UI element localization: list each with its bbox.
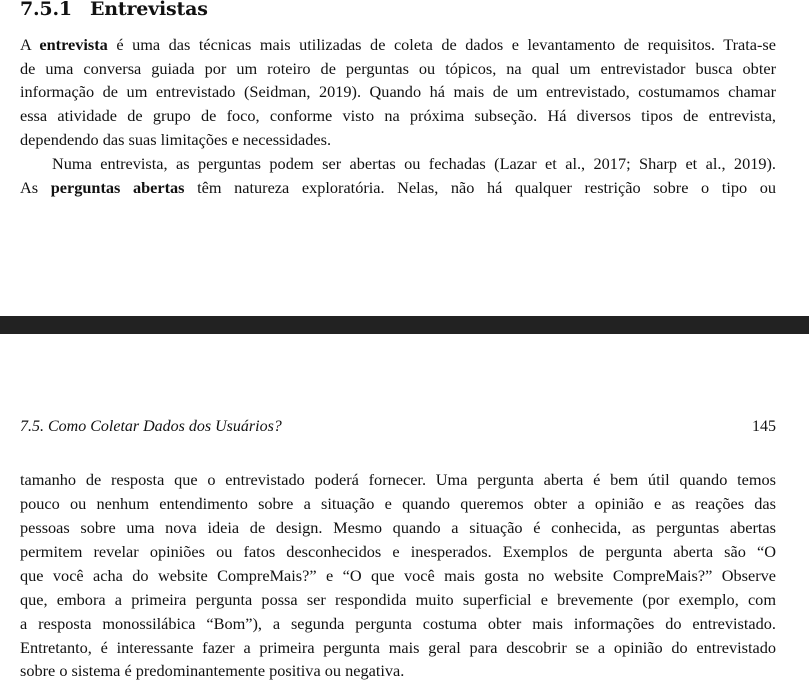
body-line: que você acha do website CompreMais?” e “O que você mais gosta no website CompreMais?” Observe xyxy=(20,566,776,585)
paragraph-line xyxy=(20,178,776,198)
body-line: a resposta monossilábica “Bom”), a segunda pergunta costuma obter mais informações do entrevistado. xyxy=(20,614,776,633)
paragraph-line xyxy=(20,35,776,55)
body-line: sobre o sistema é predominantemente positiva ou negativa. xyxy=(20,661,405,680)
body-line: pouco ou nenhum entendimento sobre a situação e quando queremos obter a opinião e as reações das xyxy=(20,494,776,513)
paragraph-line: de uma conversa guiada por um roteiro de perguntas ou tópicos, na qual um entrevistador busca obter xyxy=(20,59,776,78)
body-line: que, embora a primeira pergunta possa ser respondida muito superficial e brevemente (por exemplo, com xyxy=(20,590,776,609)
paragraph-line: informação de um entrevistado (Seidman, 2019). Quando há mais de um entrevistado, costumamos chamar xyxy=(20,82,776,101)
section-title: Entrevistas xyxy=(90,0,208,20)
running-header: 7.5. Como Coletar Dados dos Usuários? xyxy=(20,418,282,435)
bold-term: entrevista xyxy=(39,35,108,54)
body-line: Entretanto, é interessante fazer a primeira pergunta mais geral para descobrir se a opinião do entrevistado xyxy=(20,638,776,657)
body-line: pessoas sobre uma nova ideia de design. Mesmo quando a situação é conhecida, as perguntas abertas xyxy=(20,518,776,537)
page-divider xyxy=(0,316,809,334)
body-line: tamanho de resposta que o entrevistado poderá fornecer. Uma pergunta aberta é bem útil quando temos xyxy=(20,470,776,489)
paragraph-line: dependendo das suas limitações e necessidades. xyxy=(20,130,332,149)
page-number: 145 xyxy=(752,418,776,435)
text-span: é uma das técnicas mais utilizadas de coleta de dados e levantamento de requisitos. Trata-se xyxy=(107,35,776,54)
text-span: A xyxy=(20,35,40,54)
section-heading xyxy=(20,0,208,20)
text-span: As xyxy=(20,178,51,197)
paragraph-line: essa atividade de grupo de foco, conforme visto na próxima subseção. Há diversos tipos de entrevista, xyxy=(20,106,776,125)
bold-term: perguntas abertas xyxy=(50,178,185,197)
text-span: têm natureza exploratória. Nelas, não há qualquer restrição sobre o tipo ou xyxy=(184,178,777,197)
body-line: permitem revelar opiniões ou fatos desconhecidos e inesperados. Exemplos de pergunta aberta são “O xyxy=(20,542,776,561)
paragraph-line: Numa entrevista, as perguntas podem ser abertas ou fechadas (Lazar et al., 2017; Sharp et al., 2019). xyxy=(52,154,776,173)
section-number: 7.5.1 xyxy=(20,0,72,20)
